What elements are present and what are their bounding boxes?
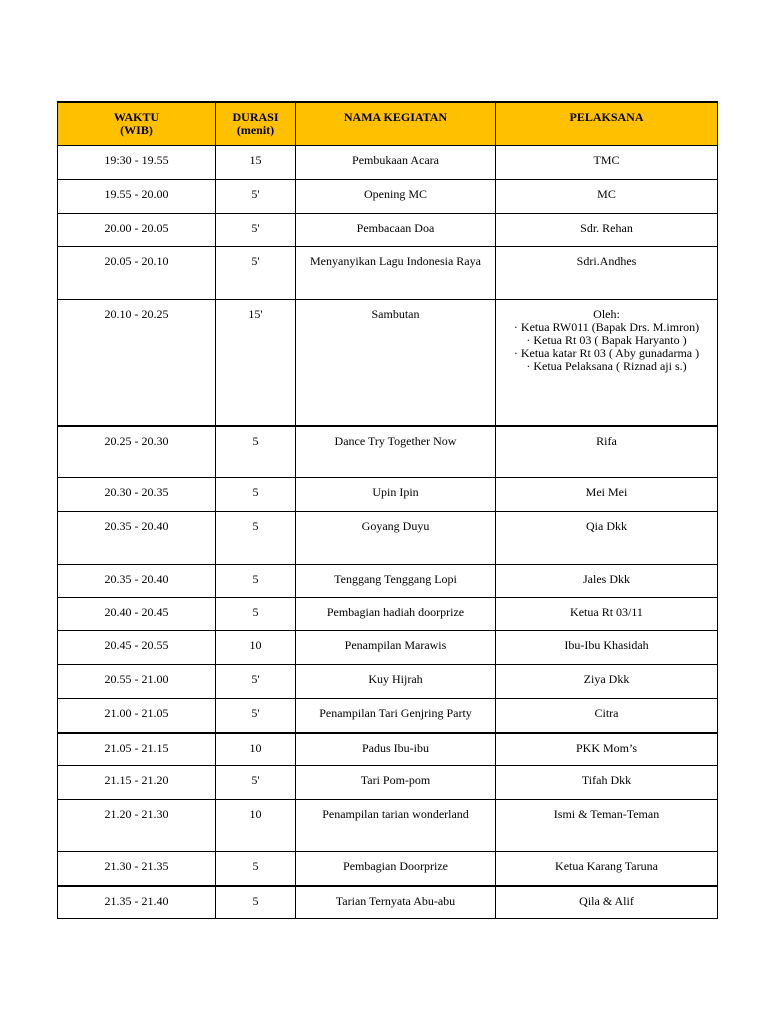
cell-executor: Tifah Dkk <box>496 766 718 800</box>
cell-activity: Menyanyikan Lagu Indonesia Raya <box>296 247 496 300</box>
executor-line: · Ketua RW011 (Bapak Drs. M.imron) <box>513 320 700 334</box>
cell-activity: Tari Pom-pom <box>296 766 496 800</box>
table-row <box>58 146 718 180</box>
cell-activity: Sambutan <box>296 300 496 426</box>
table-row <box>58 665 718 699</box>
cell-executor <box>496 300 718 426</box>
header-duration-unit: (menit) <box>236 123 275 137</box>
table-row <box>58 214 718 247</box>
cell-activity: Pembacaan Doa <box>296 214 496 247</box>
header-activity: NAMA KEGIATAN <box>296 102 496 146</box>
table-row <box>58 247 718 300</box>
cell-time: 20.40 - 20.45 <box>58 598 216 631</box>
cell-duration: 5 <box>216 478 296 512</box>
cell-executor: Qila & Alif <box>496 886 718 919</box>
cell-activity: Dance Try Together Now <box>296 426 496 478</box>
cell-duration: 10 <box>216 733 296 766</box>
cell-time: 20.00 - 20.05 <box>58 214 216 247</box>
header-time <box>58 102 216 146</box>
cell-duration: 5' <box>216 665 296 699</box>
cell-time: 20.55 - 21.00 <box>58 665 216 699</box>
cell-duration: 5 <box>216 426 296 478</box>
cell-executor: Ismi & Teman-Teman <box>496 800 718 852</box>
cell-duration: 15' <box>216 300 296 426</box>
cell-activity: Penampilan tarian wonderland <box>296 800 496 852</box>
table-row <box>58 886 718 919</box>
cell-executor: Ketua Rt 03/11 <box>496 598 718 631</box>
cell-time: 19:30 - 19.55 <box>58 146 216 180</box>
cell-executor: Ziya Dkk <box>496 665 718 699</box>
cell-activity: Penampilan Marawis <box>296 631 496 665</box>
cell-executor: Sdri.Andhes <box>496 247 718 300</box>
cell-time: 20.45 - 20.55 <box>58 631 216 665</box>
table-row <box>58 512 718 565</box>
table-row <box>58 852 718 886</box>
cell-duration: 5' <box>216 180 296 214</box>
table-row <box>58 478 718 512</box>
cell-activity: Tenggang Tenggang Lopi <box>296 565 496 598</box>
cell-activity: Kuy Hijrah <box>296 665 496 699</box>
cell-duration: 5' <box>216 699 296 733</box>
cell-executor: Citra <box>496 699 718 733</box>
cell-time: 21.05 - 21.15 <box>58 733 216 766</box>
table-row <box>58 426 718 478</box>
table-header-row <box>58 102 718 146</box>
cell-duration: 5 <box>216 565 296 598</box>
table-row <box>58 733 718 766</box>
schedule-table <box>57 101 718 919</box>
cell-activity: Upin Ipin <box>296 478 496 512</box>
cell-activity: Padus Ibu-ibu <box>296 733 496 766</box>
cell-activity: Penampilan Tari Genjring Party <box>296 699 496 733</box>
executor-line: · Ketua Pelaksana ( Riznad aji s.) <box>526 359 687 373</box>
table-row <box>58 565 718 598</box>
cell-executor: Ketua Karang Taruna <box>496 852 718 886</box>
cell-duration: 5 <box>216 852 296 886</box>
header-duration <box>216 102 296 146</box>
cell-time: 20.25 - 20.30 <box>58 426 216 478</box>
cell-activity: Goyang Duyu <box>296 512 496 565</box>
cell-executor: Mei Mei <box>496 478 718 512</box>
cell-activity: Pembukaan Acara <box>296 146 496 180</box>
cell-activity: Pembagian hadiah doorprize <box>296 598 496 631</box>
cell-executor: Sdr. Rehan <box>496 214 718 247</box>
cell-executor: TMC <box>496 146 718 180</box>
cell-time: 20.35 - 20.40 <box>58 565 216 598</box>
cell-executor: Rifa <box>496 426 718 478</box>
table-row <box>58 631 718 665</box>
cell-time: 20.35 - 20.40 <box>58 512 216 565</box>
cell-executor: Qia Dkk <box>496 512 718 565</box>
table-row <box>58 766 718 800</box>
cell-time: 20.30 - 20.35 <box>58 478 216 512</box>
cell-duration: 5' <box>216 766 296 800</box>
executor-line: · Ketua Rt 03 ( Bapak Haryanto ) <box>526 333 687 347</box>
cell-time: 21.15 - 21.20 <box>58 766 216 800</box>
cell-executor: MC <box>496 180 718 214</box>
cell-time: 21.35 - 21.40 <box>58 886 216 919</box>
header-duration-label: DURASI <box>232 110 279 124</box>
cell-duration: 5 <box>216 512 296 565</box>
cell-duration: 10 <box>216 800 296 852</box>
cell-time: 21.20 - 21.30 <box>58 800 216 852</box>
cell-activity: Tarian Ternyata Abu-abu <box>296 886 496 919</box>
executor-line: Oleh: <box>593 307 620 321</box>
cell-time: 20.05 - 20.10 <box>58 247 216 300</box>
header-executor: PELAKSANA <box>496 102 718 146</box>
table-row <box>58 180 718 214</box>
cell-time: 19.55 - 20.00 <box>58 180 216 214</box>
cell-executor: PKK Mom’s <box>496 733 718 766</box>
executor-line: · Ketua katar Rt 03 ( Aby gunadarma ) <box>513 346 700 360</box>
cell-duration: 5 <box>216 886 296 919</box>
cell-time: 21.30 - 21.35 <box>58 852 216 886</box>
cell-time: 21.00 - 21.05 <box>58 699 216 733</box>
cell-duration: 5' <box>216 214 296 247</box>
header-time-unit: (WIB) <box>120 123 153 137</box>
header-time-label: WAKTU <box>113 110 160 124</box>
cell-duration: 5 <box>216 598 296 631</box>
cell-executor: Jales Dkk <box>496 565 718 598</box>
table-row <box>58 598 718 631</box>
cell-activity: Opening MC <box>296 180 496 214</box>
cell-activity: Pembagian Doorprize <box>296 852 496 886</box>
cell-duration: 10 <box>216 631 296 665</box>
table-row <box>58 300 718 426</box>
cell-executor: Ibu-Ibu Khasidah <box>496 631 718 665</box>
table-row <box>58 699 718 733</box>
table-row <box>58 800 718 852</box>
cell-duration: 5' <box>216 247 296 300</box>
cell-time: 20.10 - 20.25 <box>58 300 216 426</box>
cell-duration: 15 <box>216 146 296 180</box>
